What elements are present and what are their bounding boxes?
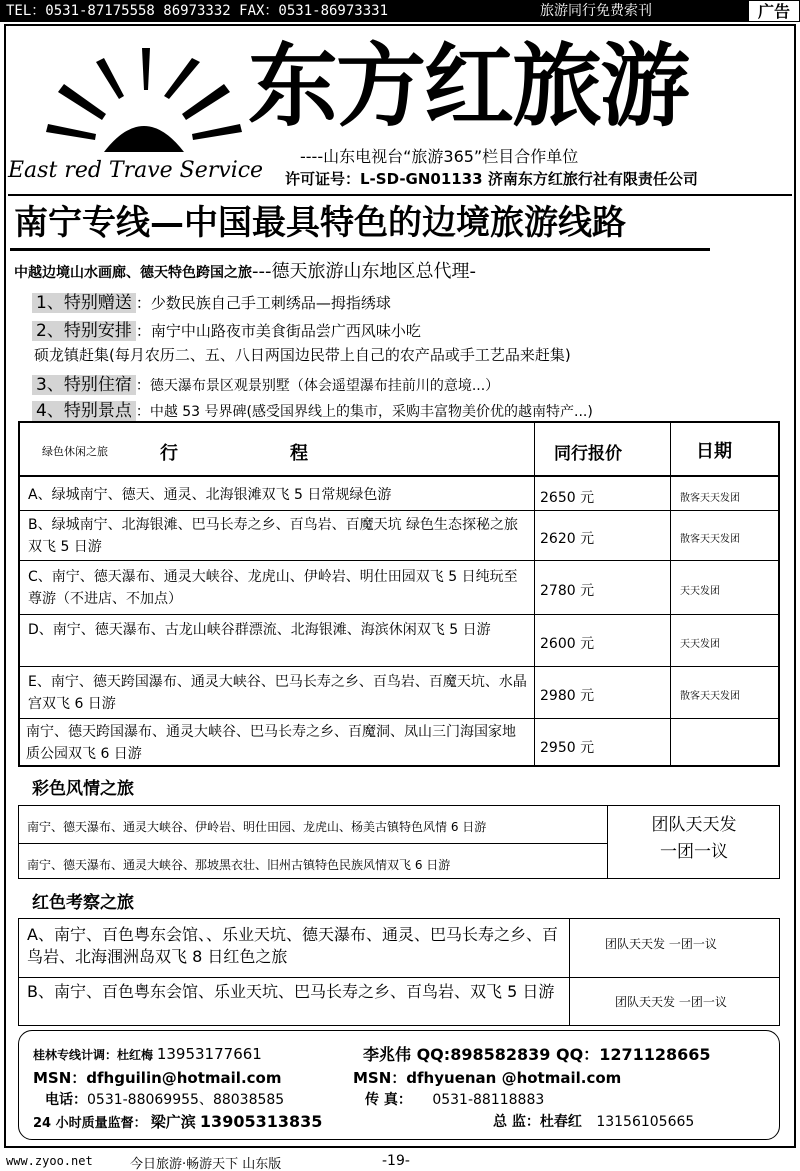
table-header-route-a: 行 (160, 443, 178, 464)
guilin-phone: 13953177661 (156, 1045, 262, 1063)
red-note: 团队天天发 一团一议 (605, 937, 717, 951)
table-divider (569, 919, 570, 1025)
date-cell: 天天发团 (680, 586, 720, 597)
header-divider (8, 194, 792, 196)
top-contact-bar (0, 0, 800, 22)
table-row (20, 615, 778, 667)
colorful-tour-table (18, 805, 780, 879)
feature-label: 3、特别住宿 (32, 375, 136, 395)
price-cell: 2950 元 (540, 740, 595, 756)
table-header-route-b: 程 (290, 443, 308, 464)
license-line: 许可证号：L-SD-GN01133 济南东方红旅行社有限责任公司 (285, 170, 698, 188)
feature-item (32, 370, 499, 395)
feature-label: 4、特别景点 (32, 401, 136, 421)
qa-label: 24 小时质量监督： (33, 1116, 147, 1131)
date-cell: 散客天天发团 (680, 691, 740, 702)
page-number: -19- (382, 1153, 410, 1169)
table-divider (19, 977, 779, 978)
top-tagline: 旅游同行免费索刊 (540, 3, 652, 19)
colorful-note-b: 一团一议 (660, 842, 728, 862)
gm-phone: 13156105665 (596, 1114, 695, 1130)
price-cell: 2780 元 (540, 583, 595, 599)
qa-phone: 13905313835 (199, 1112, 323, 1131)
msn2-label: MSN： (353, 1069, 407, 1087)
route-cell: 南宁、德天瀑布、通灵大峡谷、伊岭岩、明仕田园、龙虎山、杨美古镇特色风情 6 日游 (27, 820, 487, 834)
contact-box (18, 1030, 780, 1140)
li-qq2-label: QQ： (555, 1045, 600, 1064)
price-cell: 2650 元 (540, 490, 595, 506)
qa-contact (33, 1111, 322, 1132)
price-cell: 2600 元 (540, 636, 595, 652)
red-tour-table (18, 918, 780, 1026)
fax-contact (365, 1089, 544, 1109)
feature-text: ：德天瀑布景区观景别墅（体会遥望瀑布挂前川的意境...） (135, 378, 500, 394)
promo-subtitle-a: 中越边境山水画廊、德天特色跨国之旅 (14, 265, 252, 281)
route-cell: A、南宁、百色粤东会馆、、乐业天坑、德天瀑布、通灵、巴马长寿之乡、百鸟岩、北海涠洲岛双飞 8 日红色之旅 (27, 925, 558, 966)
promo-title: 南宁专线—中国最具特色的边境旅游线路 (14, 203, 626, 243)
li-qq1: 898582839 (450, 1045, 551, 1064)
red-section-title: 红色考察之旅 (32, 893, 134, 913)
msn2-value: dfhyuenan @hotmail.com (406, 1069, 622, 1087)
fax-value: 0531-88118883 (432, 1092, 545, 1108)
colorful-note-a: 团队天天发 (651, 815, 737, 835)
colorful-section-title: 彩色风情之旅 (32, 779, 134, 799)
promo-subtitle (14, 257, 476, 283)
cooperation-line: ----山东电视台“旅游365”栏目合作单位 (300, 147, 579, 166)
footer (0, 1152, 800, 1171)
table-divider (19, 843, 607, 844)
feature-text: ：中越 53 号界碑(感受国界线上的集市，采购丰富物美价优的越南特产...) (135, 404, 593, 420)
route-cell: B、南宁、百色粤东会馆、乐业天坑、巴马长寿之乡、百鸟岩、双飞 5 日游 (27, 982, 555, 1001)
msn2-contact (353, 1067, 621, 1088)
price-cell: 2980 元 (540, 688, 595, 704)
guilin-label: 桂林专线计调：杜红梅 (33, 1048, 154, 1062)
table-row (20, 511, 778, 561)
footer-site: www.zyoo.net (6, 1154, 93, 1168)
table-row (20, 561, 778, 615)
gm-label: 总 监：杜春红 (493, 1114, 582, 1130)
table-header-row (20, 423, 778, 477)
feature-label: 1、特别赠送 (32, 293, 136, 313)
route-cell: 南宁、德天跨国瀑布、通灵大峡谷、巴马长寿之乡、百魔洞、凤山三门海国家地质公园双飞 6 日游 (26, 724, 516, 762)
top-contact-text: TEL：0531-87175558 86973332 FAX：0531-86973331 (6, 3, 389, 19)
feature-text: ：少数民族自己手工刺绣品—拇指绣球 (135, 294, 391, 312)
msn1-contact (33, 1067, 281, 1088)
ad-badge: 广告 (748, 0, 800, 22)
route-cell: A、绿城南宁、德天、通灵、北海银滩双飞 5 日常规绿色游 (28, 487, 392, 503)
table-row (20, 479, 778, 511)
price-cell: 2620 元 (540, 531, 595, 547)
table-row (20, 667, 778, 719)
feature-item (32, 288, 391, 313)
green-tour-table (18, 421, 780, 767)
promo-title-underline (10, 248, 710, 251)
footer-slogan: 今日旅游·畅游天下 山东版 (130, 1157, 282, 1171)
date-cell: 天天发团 (680, 639, 720, 650)
feature-item (32, 316, 421, 341)
feature-text: 硕龙镇赶集(每月农历二、五、八日两国边民带上自己的农产品或手工艺品来赶集) (34, 346, 571, 364)
tel-value: 0531-88069955、88038585 (87, 1092, 285, 1108)
promo-subtitle-b: ---德天旅游山东地区总代理- (252, 261, 476, 282)
red-note: 团队天天发 一团一议 (615, 995, 727, 1009)
route-cell: C、南宁、德天瀑布、通灵大峡谷、龙虎山、伊岭岩、明仕田园双飞 5 日纯玩至尊游（不进店、不加点） (28, 569, 518, 607)
route-cell: E、南宁、德天跨国瀑布、通灵大峡谷、巴马长寿之乡、百鸟岩、百魔天坑、水晶宫双飞 6 日游 (28, 674, 527, 712)
gm-contact (493, 1111, 694, 1131)
route-cell: 南宁、德天瀑布、通灵大峡谷、那坡黑衣壮、旧州古镇特色民族风情双飞 6 日游 (27, 858, 451, 872)
route-cell: D、南宁、德天瀑布、古龙山峡谷群漂流、北海银滩、海滨休闲双飞 5 日游 (28, 622, 491, 638)
feature-item (34, 344, 571, 365)
qa-name: 梁广滨 (150, 1113, 196, 1131)
table-header-date: 日期 (696, 441, 732, 462)
route-cell: B、绿城南宁、北海银滩、巴马长寿之乡、百鸟岩、百魔天坑 绿色生态探秘之旅双飞 5 日游 (28, 517, 519, 555)
colorful-note (619, 812, 769, 866)
feature-item (32, 396, 593, 421)
li-label: 李兆伟 QQ: (363, 1045, 451, 1064)
date-cell: 散客天天发团 (680, 493, 740, 504)
table-row (20, 719, 778, 765)
feature-label: 2、特别安排 (32, 321, 136, 341)
table-header-price: 同行报价 (554, 444, 622, 464)
li-qq2: 1271128665 (599, 1045, 711, 1064)
table-divider (607, 806, 608, 878)
table-section-label: 绿色休闲之旅 (42, 445, 108, 458)
guilin-contact (33, 1045, 262, 1063)
li-contact (363, 1042, 711, 1065)
fax-label: 传 真： (365, 1092, 412, 1108)
date-cell: 散客天天发团 (680, 534, 740, 545)
msn1-label: MSN： (33, 1069, 87, 1087)
brand-title: 东方红旅游 (248, 33, 688, 139)
feature-text: ：南宁中山路夜市美食街品尝广西风味小吃 (135, 322, 421, 340)
brand-english: East red Trave Service (8, 158, 264, 183)
msn1-value: dfhguilin@hotmail.com (86, 1069, 282, 1087)
sun-logo-icon (44, 40, 244, 160)
tel-label: 电话： (45, 1092, 87, 1108)
tel-contact (45, 1089, 284, 1109)
